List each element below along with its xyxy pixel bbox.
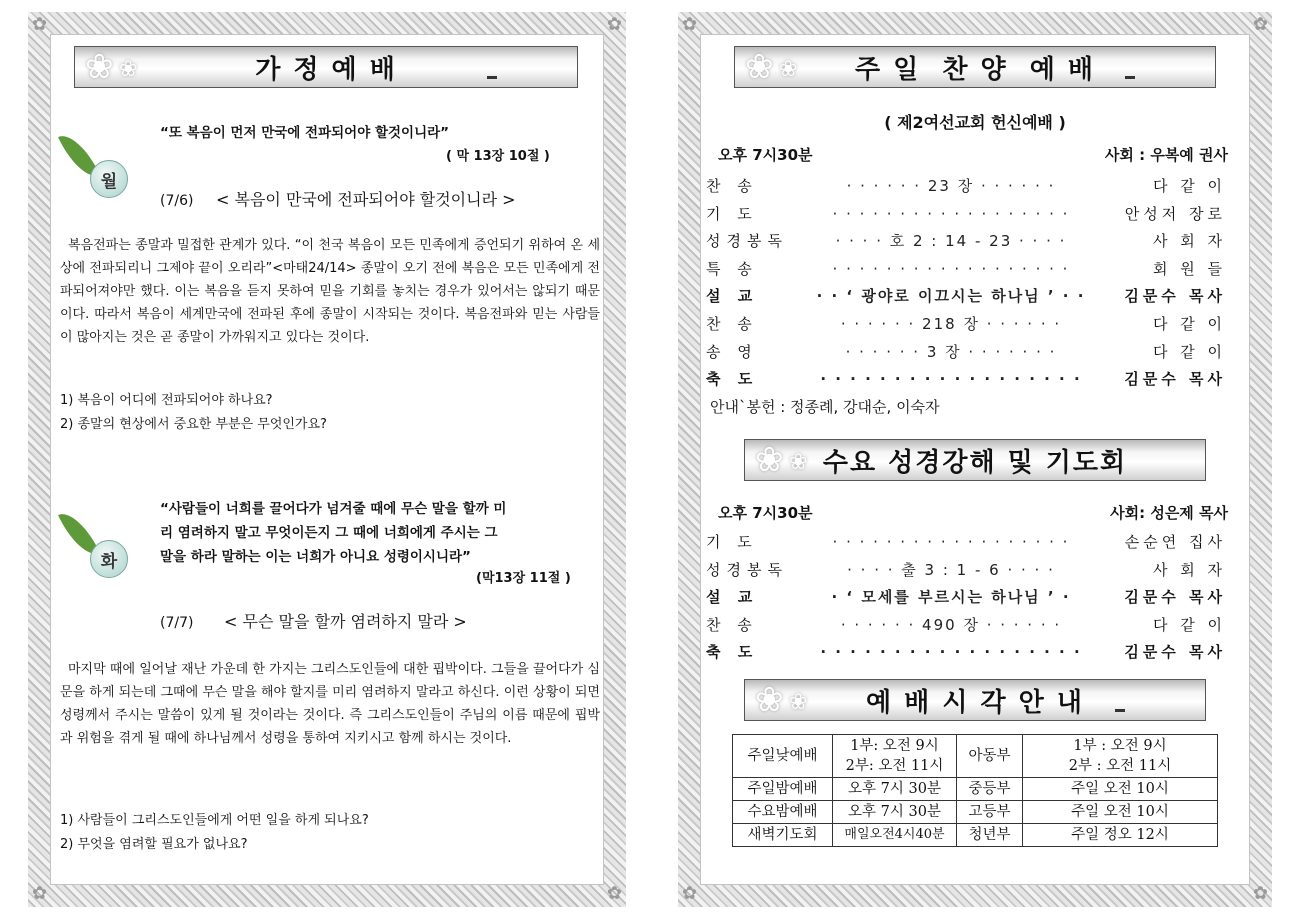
flower-icon: ❀ <box>779 57 798 82</box>
sunday-banner <box>734 46 1216 88</box>
day-badge-mon: 월 <box>90 160 128 198</box>
order-person: 다 같 이 <box>1152 342 1226 361</box>
schedule-table <box>732 734 1218 847</box>
order-role: 성경봉독 <box>706 232 788 251</box>
order-role: 특 송 <box>706 259 758 278</box>
flower-icon: ✿ <box>682 14 698 35</box>
schedule-cell: 주일 오전 10시 <box>1023 801 1218 824</box>
flower-icon: ✿ <box>682 883 698 904</box>
verse-reference: ( 막 13장 10절 ) <box>446 149 550 164</box>
title-banner <box>74 46 578 88</box>
order-content: · · · · · · · · · · · · · · · · · · <box>820 643 1082 662</box>
schedule-cell: 고등부 <box>957 801 1023 824</box>
schedule-cell: 수요밤예배 <box>733 801 833 824</box>
order-row <box>706 557 1226 584</box>
devotion-date: (7/6) <box>160 193 194 209</box>
wednesday-banner <box>744 439 1206 481</box>
flower-icon: ✿ <box>32 14 48 35</box>
order-person: 다 같 이 <box>1152 177 1226 195</box>
order-content: · · · · · · 23 장 · · · · · · <box>846 177 1056 195</box>
schedule-cell: 매일오전4시40분 <box>833 824 957 847</box>
banner-mark <box>1125 76 1135 79</box>
order-row <box>706 639 1226 666</box>
order-content: · · · · · · · · · · · · · · · · · · <box>832 204 1070 223</box>
devotion-paragraph: 복음전파는 종말과 밀접한 관계가 있다. “이 천국 복음이 모든 민족에게 증언되기 위하여 온 세상에 전파되리니 그제야 끝이 오리라”<마태24/14> 종말이 오기 전에 복음은 모든 민족에게 전파되어져야만 했다. 이는 복음을 듣지 못하여 믿을 기회를 놓치는 경우가 있어서는 않되기 때문이다. 따라서 복음이 세계만국에 전파된 후에 종말이 시작되는 것이다. 복음전파와 믿는 사람들이 많아지는 것은 곧 종말이 가까워지고 있다는 것이다. <box>60 238 600 345</box>
event-title: ( 제2여선교회 헌신예배 ) <box>884 113 1066 132</box>
question-2: 2) 무엇을 염려할 필요가 없나요? <box>60 837 248 852</box>
flower-icon: ❀ <box>119 57 138 82</box>
schedule-cell-line: 2부: 오전 11시 <box>845 758 944 774</box>
order-role: 찬 송 <box>706 315 758 333</box>
order-role: 송 영 <box>706 342 758 361</box>
flower-icon: ✿ <box>1252 14 1268 35</box>
schedule-cell: 아동부 <box>957 735 1023 778</box>
schedule-cell-line: 1부: 오전 9시 <box>850 738 939 754</box>
schedule-cell: 오후 7시 30분 <box>833 778 957 801</box>
schedule-cell: 청년부 <box>957 824 1023 847</box>
order-person: 다 같 이 <box>1152 315 1226 333</box>
service-host: 사회: 성은제 목사 <box>1110 504 1228 522</box>
order-row <box>706 311 1226 338</box>
question-1: 1) 사람들이 그리스도인들에게 어떤 일을 하게 되나요? <box>60 813 369 828</box>
table-row <box>733 824 1218 847</box>
order-row <box>706 228 1226 255</box>
verse-line: 리 염려하지 말고 무엇이든지 그 때에 너희에게 주시는 그 <box>160 525 498 541</box>
verse-line: 말을 하라 말하는 이는 너희가 아니요 성령이시니라” <box>160 549 471 565</box>
flower-icon: ❀ <box>755 680 784 720</box>
flower-icon: ❀ <box>745 47 774 87</box>
order-row <box>706 529 1226 556</box>
order-role: 기 도 <box>706 533 758 551</box>
left-page <box>28 12 626 907</box>
order-person: 사 회 자 <box>1152 560 1226 579</box>
verse-reference: (막13장 11절 ) <box>476 571 571 586</box>
order-person: 김문수 목사 <box>1124 287 1226 306</box>
order-row <box>706 256 1226 283</box>
order-row <box>706 201 1226 228</box>
flower-icon: ❀ <box>85 47 114 87</box>
schedule-cell: 주일 오전 10시 <box>1023 778 1218 801</box>
flower-icon: ✿ <box>1252 883 1268 904</box>
flower-icon: ❀ <box>789 450 808 475</box>
order-content: · · · · 호 2 : 14 - 23 · · · · <box>835 232 1067 251</box>
order-row <box>706 283 1226 310</box>
order-person: 김문수 목사 <box>1124 370 1226 389</box>
verse-text: “또 복음이 먼저 만국에 전파되어야 할것이니라” <box>160 125 450 141</box>
order-content: · · ‘ 광야로 이끄시는 하나님 ’ · · <box>816 287 1086 306</box>
flower-icon: ✿ <box>606 14 622 35</box>
devotion-date: (7/7) <box>160 615 194 631</box>
flower-icon: ❀ <box>789 690 808 715</box>
day-badge-tue: 화 <box>90 540 128 578</box>
offering-helpers: 안내`봉헌 : 정종례, 강대순, 이숙자 <box>710 398 940 416</box>
order-row <box>706 584 1226 611</box>
schedule-cell <box>833 735 957 778</box>
order-person: 손순연 집사 <box>1124 533 1226 551</box>
order-person: 다 같 이 <box>1152 615 1226 634</box>
table-row <box>733 778 1218 801</box>
order-person: 사 회 자 <box>1152 232 1226 251</box>
order-role: 찬 송 <box>706 615 758 634</box>
schedule-cell-line: 2부 : 오전 11시 <box>1068 758 1172 774</box>
order-content: · · · · · · · · · · · · · · · · · · <box>820 370 1082 389</box>
page-title: 가 정 예 배 <box>255 54 397 85</box>
order-row <box>706 366 1226 393</box>
order-row <box>706 173 1226 200</box>
order-role: 기 도 <box>706 204 758 223</box>
order-role: 설 교 <box>706 588 759 607</box>
flower-icon: ✿ <box>606 883 622 904</box>
schedule-title: 예 배 시 각 안 내 <box>866 687 1084 718</box>
wednesday-title: 수요 성경강해 및 기도회 <box>822 447 1128 478</box>
verse-line: “사람들이 너희를 끌어다가 넘겨줄 때에 무슨 말을 할까 미 <box>160 501 507 517</box>
schedule-cell <box>1023 735 1218 778</box>
devotion-paragraph: 마지막 때에 일어날 재난 가운데 한 가지는 그리스도인들에 대한 핍박이다. 그들을 끌어다가 심문을 하게 되는데 그때에 무슨 말을 해야 할지를 미리 염려하지 말라고 하신다. 이런 상황이 되면 성령께서 주시는 말씀이 있게 될 것이라는 것이다. 즉 그리스도인들이 주님의 이름 때문에 핍박과 위험을 겪게 될 때에 하나님께서 성령을 통하여 지키시고 함께 하시는 것이다. <box>60 662 600 746</box>
order-content: · · · · · · 218 장 · · · · · · <box>840 315 1062 333</box>
question-1: 1) 복음이 어디에 전파되어야 하나요? <box>60 393 273 408</box>
flower-icon: ❀ <box>755 440 784 480</box>
order-content: · ‘ 모세를 부르시는 하나님 ’ · <box>831 588 1071 607</box>
right-page <box>678 12 1272 907</box>
schedule-cell: 주일낮예배 <box>733 735 833 778</box>
devotion-subtitle: < 무슨 말을 할까 염려하지 말라 > <box>224 612 467 631</box>
order-content: · · · · · · 3 장 · · · · · · · <box>845 342 1057 361</box>
order-content: · · · · · · · · · · · · · · · · · · <box>832 259 1070 278</box>
service-time: 오후 7시30분 <box>718 146 813 164</box>
order-person: 회 원 들 <box>1152 259 1226 278</box>
schedule-cell: 주일밤예배 <box>733 778 833 801</box>
order-content: · · · · · · 490 장 · · · · · · <box>840 615 1062 634</box>
order-role: 축 도 <box>706 370 759 389</box>
order-person: 김문수 목사 <box>1124 643 1226 662</box>
order-role: 설 교 <box>706 287 759 306</box>
service-host: 사회 : 우복예 권사 <box>1104 146 1228 164</box>
sunday-title: 주 일 찬 양 예 배 <box>854 54 1096 85</box>
order-person: 안성저 장로 <box>1124 204 1226 223</box>
devotion-subtitle: < 복음이 만국에 전파되어야 할것이니라 > <box>216 190 516 209</box>
flower-icon: ✿ <box>32 883 48 904</box>
schedule-banner <box>744 679 1206 721</box>
schedule-cell: 새벽기도회 <box>733 824 833 847</box>
order-role: 축 도 <box>706 643 759 662</box>
order-row <box>706 612 1226 639</box>
schedule-cell: 주일 정오 12시 <box>1023 824 1218 847</box>
schedule-cell: 중등부 <box>957 778 1023 801</box>
service-time: 오후 7시30분 <box>718 504 813 522</box>
banner-mark <box>1115 709 1125 712</box>
order-content: · · · · 출 3 : 1 - 6 · · · · <box>847 560 1055 579</box>
banner-mark <box>487 76 497 79</box>
question-2: 2) 종말의 현상에서 중요한 부분은 무엇인가요? <box>60 417 327 432</box>
order-content: · · · · · · · · · · · · · · · · · · <box>832 533 1070 551</box>
order-row <box>706 339 1226 366</box>
order-role: 찬 송 <box>706 177 758 195</box>
order-role: 성경봉독 <box>706 560 788 579</box>
schedule-cell: 오후 7시 30분 <box>833 801 957 824</box>
table-row <box>733 801 1218 824</box>
schedule-cell-line: 1부 : 오전 9시 <box>1073 738 1167 754</box>
order-person: 김문수 목사 <box>1124 588 1226 607</box>
table-row <box>733 735 1218 778</box>
